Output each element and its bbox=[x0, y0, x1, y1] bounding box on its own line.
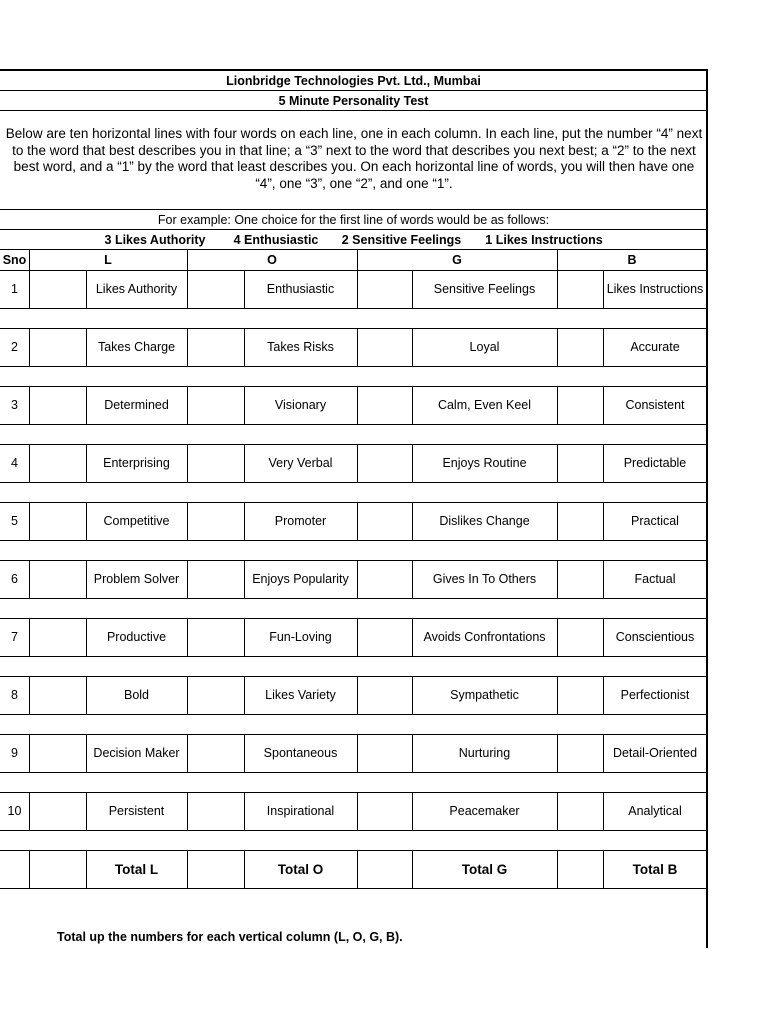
score-input-b[interactable] bbox=[557, 270, 603, 308]
example-item-l: 3 Likes Authority bbox=[104, 232, 206, 247]
divider bbox=[0, 772, 707, 773]
example-item-b: 1 Likes Instructions bbox=[485, 232, 603, 247]
word-g: Loyal bbox=[469, 340, 500, 354]
word-l: Persistent bbox=[108, 804, 165, 818]
total-o-label: Total O bbox=[277, 861, 324, 877]
score-input-o[interactable] bbox=[187, 502, 244, 540]
word-b: Consistent bbox=[625, 398, 685, 412]
word-b: Predictable bbox=[623, 456, 687, 470]
word-o: Takes Risks bbox=[267, 340, 334, 354]
word-l: Productive bbox=[106, 630, 167, 644]
word-l: Bold bbox=[123, 688, 150, 702]
row-number: 4 bbox=[11, 456, 18, 470]
score-input-o[interactable] bbox=[187, 734, 244, 772]
total-b-input[interactable] bbox=[557, 850, 603, 888]
score-input-b[interactable] bbox=[557, 328, 603, 366]
word-b: Practical bbox=[631, 514, 679, 528]
score-input-b[interactable] bbox=[557, 444, 603, 482]
score-input-l[interactable] bbox=[29, 560, 86, 598]
score-input-b[interactable] bbox=[557, 676, 603, 714]
example-item-g: 2 Sensitive Feelings bbox=[341, 232, 462, 247]
divider bbox=[0, 308, 707, 309]
word-l: Problem Solver bbox=[93, 572, 180, 586]
word-g: Gives In To Others bbox=[432, 572, 537, 586]
word-o: Enthusiastic bbox=[266, 282, 335, 296]
score-input-l[interactable] bbox=[29, 386, 86, 424]
score-input-b[interactable] bbox=[557, 792, 603, 830]
divider bbox=[0, 482, 707, 483]
divider bbox=[187, 249, 188, 270]
score-input-g[interactable] bbox=[357, 560, 412, 598]
word-b: Accurate bbox=[630, 340, 680, 354]
score-input-b[interactable] bbox=[557, 560, 603, 598]
divider bbox=[0, 424, 707, 425]
word-o: Likes Variety bbox=[265, 688, 336, 702]
total-o-input[interactable] bbox=[187, 850, 244, 888]
score-input-b[interactable] bbox=[557, 734, 603, 772]
score-input-g[interactable] bbox=[357, 618, 412, 656]
column-header-b: B bbox=[627, 253, 637, 267]
score-input-o[interactable] bbox=[187, 618, 244, 656]
score-input-g[interactable] bbox=[357, 270, 412, 308]
example-intro: For example: One choice for the first line of words would be as follows: bbox=[157, 212, 550, 227]
word-b: Analytical bbox=[628, 804, 682, 818]
divider bbox=[29, 249, 30, 270]
word-l: Decision Maker bbox=[93, 746, 180, 760]
total-l-input[interactable] bbox=[29, 850, 86, 888]
score-input-l[interactable] bbox=[29, 792, 86, 830]
word-o: Visionary bbox=[274, 398, 327, 412]
score-input-o[interactable] bbox=[187, 792, 244, 830]
divider bbox=[557, 249, 558, 270]
word-o: Very Verbal bbox=[268, 456, 333, 470]
total-b-label: Total B bbox=[632, 861, 678, 877]
score-input-l[interactable] bbox=[29, 502, 86, 540]
score-input-o[interactable] bbox=[187, 328, 244, 366]
word-o: Fun-Loving bbox=[269, 630, 332, 644]
score-input-o[interactable] bbox=[187, 560, 244, 598]
row-number: 3 bbox=[11, 398, 18, 412]
test-title: 5 Minute Personality Test bbox=[278, 93, 429, 108]
word-b: Conscientious bbox=[615, 630, 695, 644]
row-number: 5 bbox=[11, 514, 18, 528]
score-input-g[interactable] bbox=[357, 328, 412, 366]
word-l: Takes Charge bbox=[97, 340, 176, 354]
total-row-sno bbox=[0, 850, 29, 888]
divider bbox=[0, 540, 707, 541]
word-b: Likes Instructions bbox=[606, 282, 704, 296]
total-l-label: Total L bbox=[114, 861, 159, 877]
row-number: 1 bbox=[11, 282, 18, 296]
divider bbox=[357, 249, 358, 270]
score-input-g[interactable] bbox=[357, 444, 412, 482]
divider bbox=[0, 110, 707, 111]
score-input-l[interactable] bbox=[29, 618, 86, 656]
score-input-o[interactable] bbox=[187, 386, 244, 424]
word-g: Peacemaker bbox=[449, 804, 520, 818]
word-b: Factual bbox=[634, 572, 676, 586]
divider bbox=[0, 366, 707, 367]
example-item-o: 4 Enthusiastic bbox=[233, 232, 319, 247]
row-number: 8 bbox=[11, 688, 18, 702]
word-o: Inspirational bbox=[266, 804, 335, 818]
word-o: Spontaneous bbox=[263, 746, 338, 760]
score-input-o[interactable] bbox=[187, 676, 244, 714]
score-input-o[interactable] bbox=[187, 270, 244, 308]
word-b: Detail-Oriented bbox=[612, 746, 698, 760]
word-g: Sympathetic bbox=[450, 688, 519, 702]
row-number: 6 bbox=[11, 572, 18, 586]
word-g: Nurturing bbox=[458, 746, 511, 760]
word-g: Sensitive Feelings bbox=[433, 282, 536, 296]
row-number: 10 bbox=[7, 804, 22, 818]
score-input-g[interactable] bbox=[357, 792, 412, 830]
divider bbox=[0, 598, 707, 599]
word-o: Enjoys Popularity bbox=[252, 572, 349, 586]
score-input-b[interactable] bbox=[557, 618, 603, 656]
column-header-o: O bbox=[267, 253, 277, 267]
score-input-g[interactable] bbox=[357, 734, 412, 772]
company-heading: Lionbridge Technologies Pvt. Ltd., Mumbai bbox=[226, 73, 481, 88]
word-l: Competitive bbox=[103, 514, 170, 528]
score-input-b[interactable] bbox=[557, 502, 603, 540]
score-input-l[interactable] bbox=[29, 734, 86, 772]
word-l: Likes Authority bbox=[95, 282, 178, 296]
column-header-sno: Sno bbox=[2, 253, 27, 267]
score-input-b[interactable] bbox=[557, 386, 603, 424]
score-input-g[interactable] bbox=[357, 502, 412, 540]
word-l: Enterprising bbox=[103, 456, 170, 470]
row-number: 2 bbox=[11, 340, 18, 354]
word-l: Determined bbox=[104, 398, 169, 412]
total-g-input[interactable] bbox=[357, 850, 412, 888]
divider bbox=[0, 656, 707, 657]
column-header-g: G bbox=[452, 253, 462, 267]
word-g: Avoids Confrontations bbox=[423, 630, 546, 644]
score-input-l[interactable] bbox=[29, 328, 86, 366]
row-number: 7 bbox=[11, 630, 18, 644]
column-header-l: L bbox=[104, 253, 112, 267]
word-g: Dislikes Change bbox=[439, 514, 530, 528]
score-input-g[interactable] bbox=[357, 676, 412, 714]
divider bbox=[0, 830, 707, 831]
footer-note: Total up the numbers for each vertical column (L, O, G, B). bbox=[57, 930, 403, 944]
word-o: Promoter bbox=[274, 514, 327, 528]
score-input-o[interactable] bbox=[187, 444, 244, 482]
word-g: Enjoys Routine bbox=[442, 456, 527, 470]
score-input-g[interactable] bbox=[357, 386, 412, 424]
total-g-label: Total G bbox=[461, 861, 508, 877]
divider bbox=[0, 888, 707, 889]
instructions-text: Below are ten horizontal lines with four words on each line, one in each column. In each line, put the number “4” next to the word that best describes you in that line; a “3” next to the word that describes you next best; a “2” to the next best word, and a “1” by the word that least describes you. On each horizontal line of words, you will then have one “4”, one “3”, one “2”, and one “1”. bbox=[5, 126, 703, 191]
divider bbox=[0, 714, 707, 715]
word-b: Perfectionist bbox=[620, 688, 690, 702]
score-input-l[interactable] bbox=[29, 270, 86, 308]
score-input-l[interactable] bbox=[29, 676, 86, 714]
word-g: Calm, Even Keel bbox=[437, 398, 532, 412]
row-number: 9 bbox=[11, 746, 18, 760]
score-input-l[interactable] bbox=[29, 444, 86, 482]
